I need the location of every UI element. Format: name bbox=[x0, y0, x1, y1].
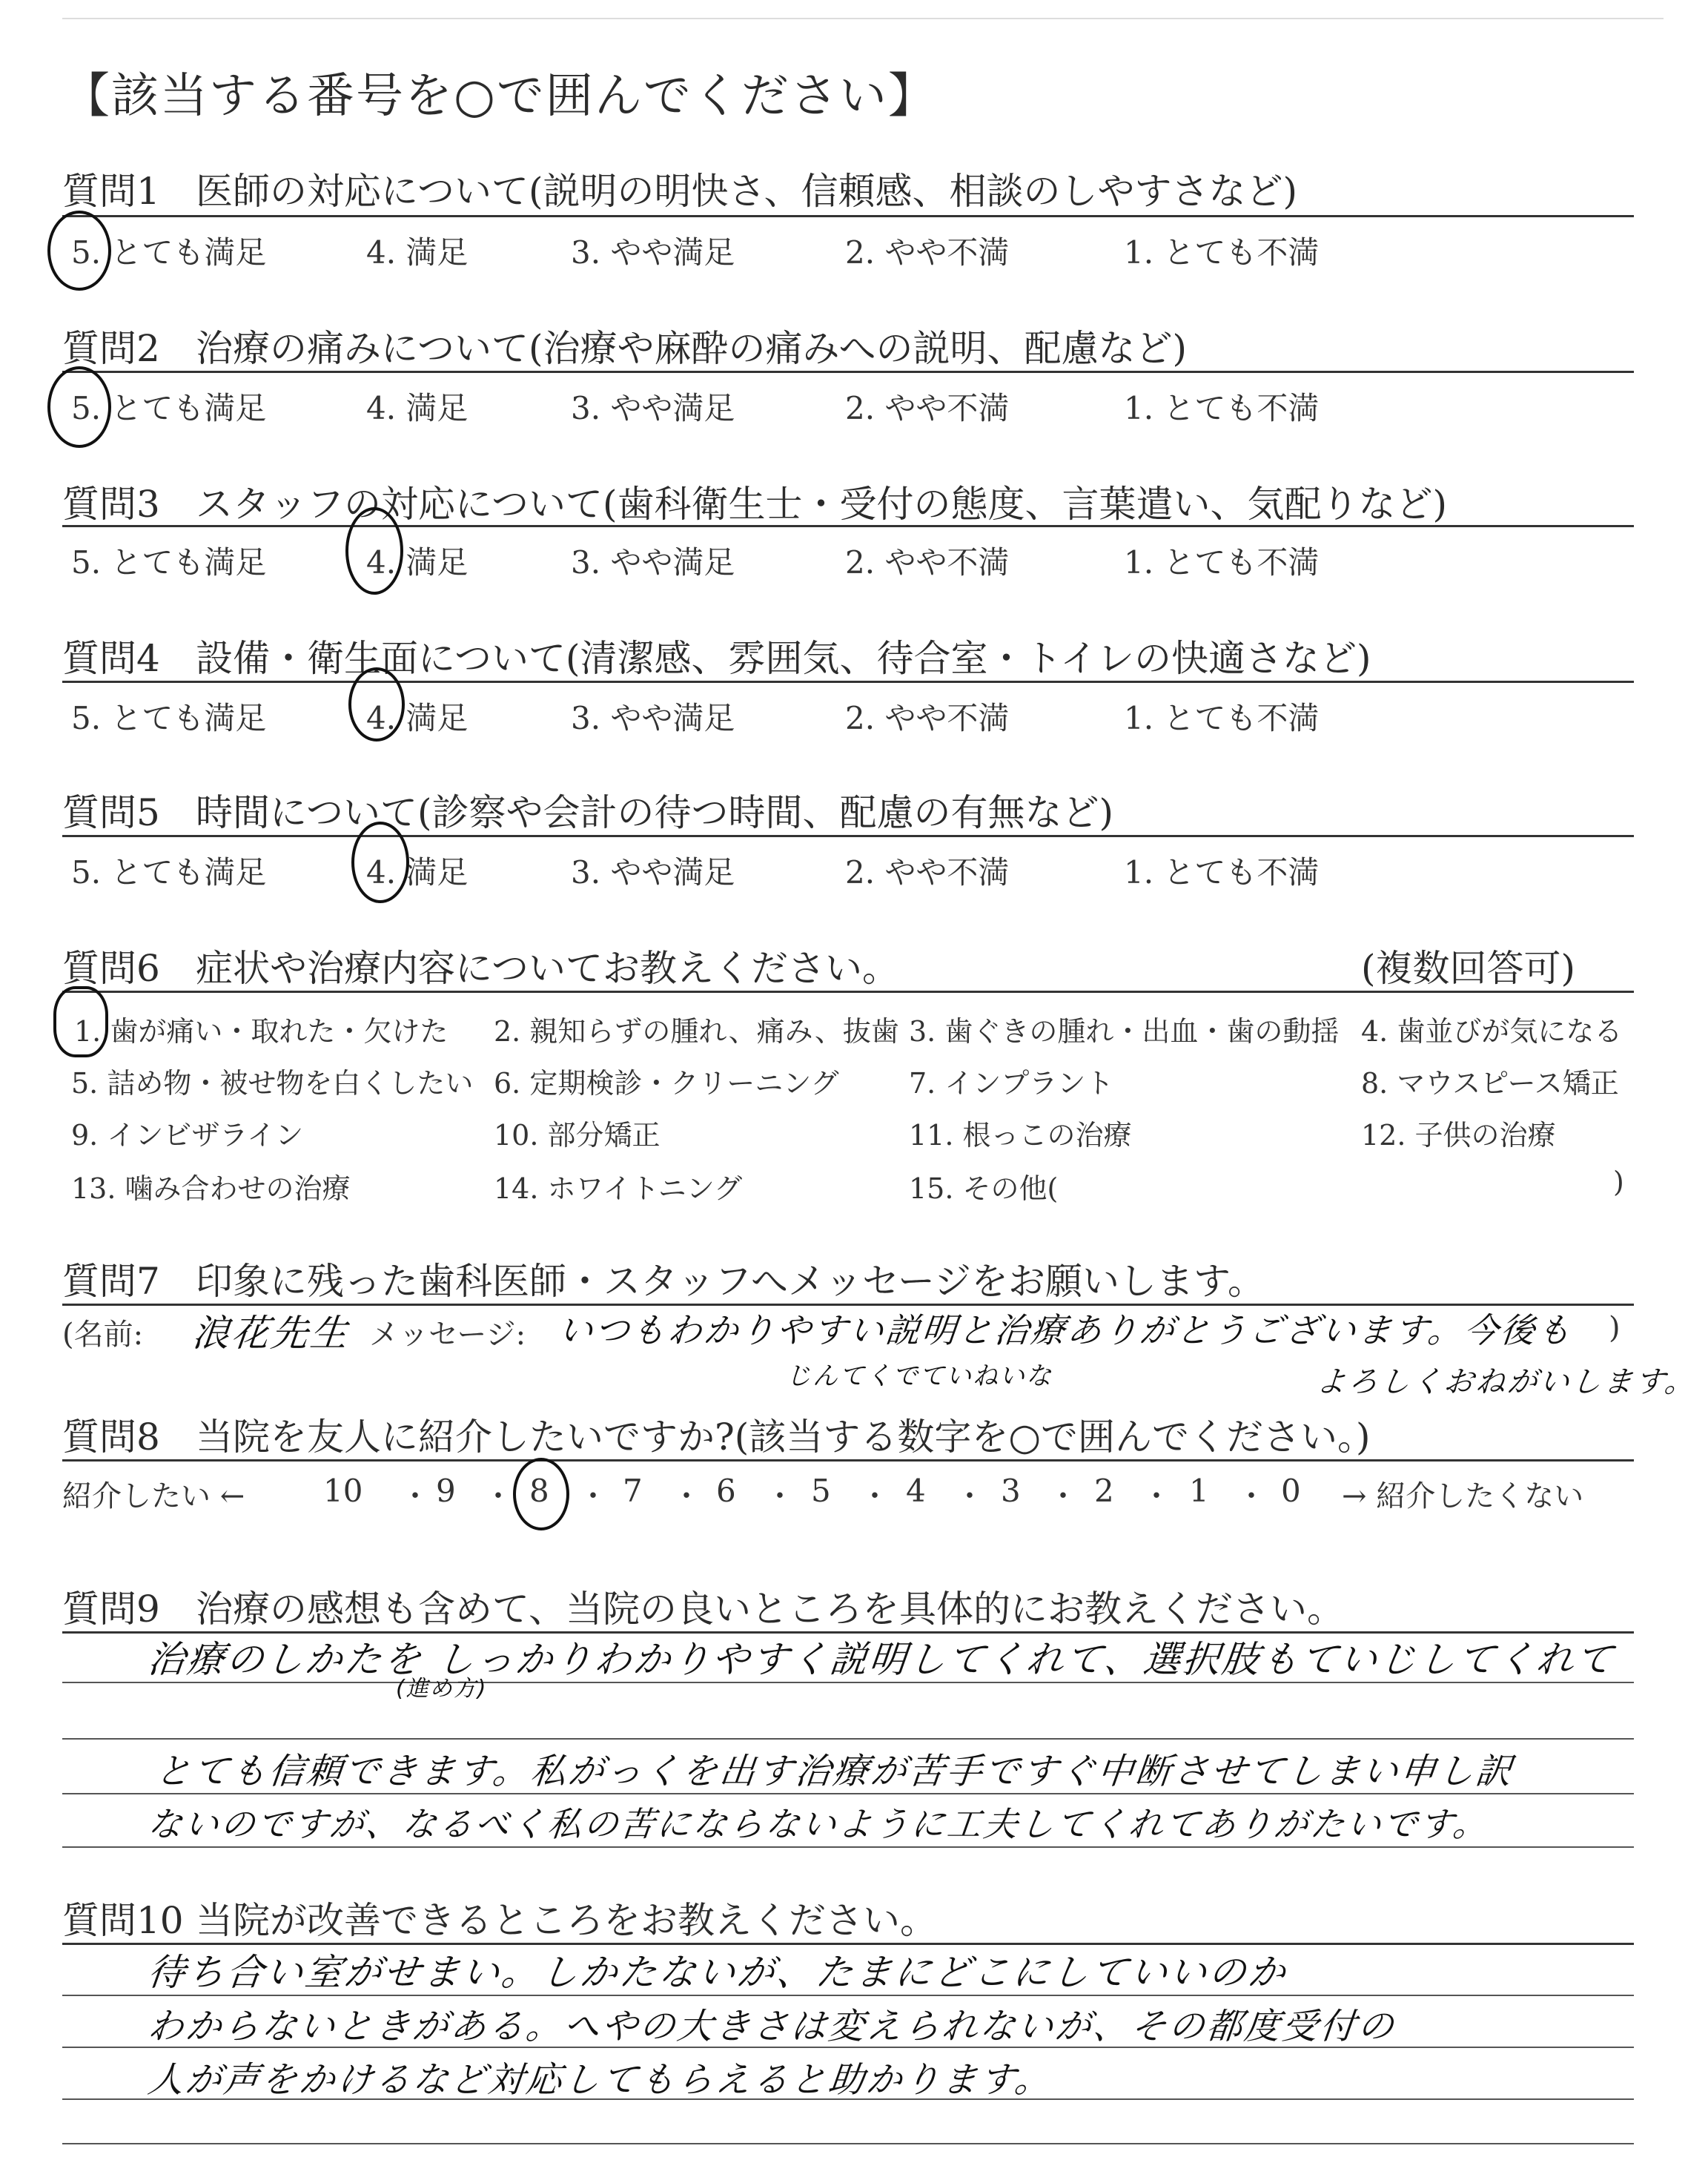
q1-option-4[interactable]: 4. 満足 bbox=[366, 234, 469, 271]
q2-number: 質問2 bbox=[62, 327, 160, 370]
q9-rule-5 bbox=[62, 1846, 1634, 1848]
q8-scale-6[interactable]: 6 bbox=[716, 1473, 736, 1509]
q5-option-3[interactable]: 3. やや満足 bbox=[571, 854, 735, 891]
q1-option-5[interactable]: 5. とても満足 bbox=[71, 234, 267, 271]
q7-message-sub: じんてくでていねいな bbox=[786, 1361, 1053, 1391]
q7-name-label: (名前: bbox=[62, 1318, 144, 1352]
q8-number: 質問8 bbox=[62, 1416, 160, 1459]
q6-option-15[interactable]: 15. その他( bbox=[909, 1172, 1059, 1205]
q7-question bbox=[62, 1252, 1265, 1305]
q6-option-13[interactable]: 13. 噛み合わせの治療 bbox=[71, 1172, 351, 1205]
q5-text: 時間について(診察や会計の待つ時間、配慮の有無など) bbox=[196, 791, 1114, 834]
q3-option-4[interactable]: 4. 満足 bbox=[366, 544, 469, 581]
q2-text: 治療の痛みについて(治療や麻酔の痛みへの説明、配慮など) bbox=[196, 327, 1188, 370]
q3-option-3[interactable]: 3. やや満足 bbox=[571, 544, 735, 581]
q8-dot: ・ bbox=[672, 1479, 701, 1513]
q7-close-paren: ) bbox=[1609, 1311, 1621, 1345]
q8-rule bbox=[62, 1459, 1634, 1462]
q10-text: 当院が改善できるところをお教えください。 bbox=[196, 1899, 937, 1942]
q6-note: (複数回答可) bbox=[1361, 947, 1576, 990]
q3-option-1[interactable]: 1. とても不満 bbox=[1124, 544, 1320, 581]
q8-scale-1[interactable]: 1 bbox=[1189, 1473, 1209, 1509]
q6-option-5[interactable]: 5. 詰め物・被せ物を白くしたい bbox=[71, 1067, 474, 1100]
q1-number: 質問1 bbox=[62, 170, 160, 213]
q2-rule bbox=[62, 371, 1634, 373]
q8-right-label: → 紹介したくない bbox=[1342, 1479, 1584, 1513]
q3-selection-circle bbox=[345, 507, 403, 595]
q10-answer-line3[interactable]: 人が声をかけるなど対応してもらえると助かります。 bbox=[145, 2059, 1055, 2101]
q8-scale-5[interactable]: 5 bbox=[811, 1473, 831, 1509]
q6-option-3[interactable]: 3. 歯ぐきの腫れ・出血・歯の動揺 bbox=[909, 1015, 1340, 1048]
q3-option-5[interactable]: 5. とても満足 bbox=[71, 544, 267, 581]
q6-option-10[interactable]: 10. 部分矯正 bbox=[494, 1119, 661, 1152]
q2-option-2[interactable]: 2. やや不満 bbox=[845, 390, 1010, 426]
q6-other-close-paren: ) bbox=[1613, 1166, 1624, 1198]
q7-message-label: メッセージ: bbox=[369, 1318, 526, 1352]
q3-option-2[interactable]: 2. やや不満 bbox=[845, 544, 1010, 581]
q1-option-2[interactable]: 2. やや不満 bbox=[845, 234, 1010, 271]
q6-option-4[interactable]: 4. 歯並びが気になる bbox=[1361, 1015, 1623, 1048]
q10-rule-5 bbox=[62, 2143, 1634, 2144]
q9-answer-line2[interactable]: とても信頼できます。私がっくを出す治療が苦手ですぐ中断させてしまい申し訳 bbox=[153, 1751, 1516, 1792]
q4-rule bbox=[62, 681, 1634, 683]
q8-dot: ・ bbox=[483, 1479, 513, 1513]
q3-rule bbox=[62, 525, 1634, 527]
q9-number: 質問9 bbox=[62, 1588, 160, 1631]
q8-scale-2[interactable]: 2 bbox=[1094, 1473, 1114, 1509]
page-header: 【該当する番号を○で囲んでください】 bbox=[62, 69, 937, 124]
q9-text: 治療の感想も含めて、当院の良いところを具体的にお教えください。 bbox=[196, 1588, 1344, 1631]
q2-option-1[interactable]: 1. とても不満 bbox=[1124, 390, 1320, 426]
q6-number: 質問6 bbox=[62, 947, 160, 990]
q4-number: 質問4 bbox=[62, 637, 160, 680]
q9-rule-3 bbox=[62, 1738, 1634, 1740]
q6-option-7[interactable]: 7. インプラント bbox=[909, 1067, 1114, 1100]
q2-question bbox=[62, 319, 1187, 372]
q10-answer-line1[interactable]: 待ち合い室がせまい。しかたないが、たまにどこにしていいのか bbox=[145, 1951, 1290, 1994]
q8-dot: ・ bbox=[1237, 1479, 1266, 1513]
q8-scale-7[interactable]: 7 bbox=[623, 1473, 643, 1509]
q6-option-2[interactable]: 2. 親知らずの腫れ、痛み、抜歯 bbox=[494, 1015, 899, 1048]
q5-question bbox=[62, 783, 1113, 836]
q9-answer-line3[interactable]: ないのですが、なるべく私の苦にならないように工夫してくれてありがたいです。 bbox=[145, 1804, 1492, 1844]
q1-text: 医師の対応について(説明の明快さ、信頼感、相談のしやすさなど) bbox=[196, 170, 1298, 213]
q5-rule bbox=[62, 835, 1634, 837]
q5-option-1[interactable]: 1. とても不満 bbox=[1124, 854, 1320, 891]
q6-selection-circle bbox=[53, 986, 108, 1057]
q1-rule bbox=[62, 215, 1634, 217]
q9-answer-sub: (進め方) bbox=[396, 1676, 488, 1702]
q8-left-label: 紹介したい ← bbox=[62, 1479, 245, 1513]
q10-question bbox=[62, 1891, 937, 1944]
q5-selection-circle bbox=[351, 822, 409, 903]
q8-scale-0[interactable]: 0 bbox=[1281, 1473, 1301, 1509]
q3-number: 質問3 bbox=[62, 483, 160, 526]
q4-question bbox=[62, 629, 1371, 682]
q2-option-4[interactable]: 4. 満足 bbox=[366, 390, 469, 426]
q4-selection-circle bbox=[348, 667, 405, 742]
q8-question bbox=[62, 1407, 1370, 1461]
q6-option-11[interactable]: 11. 根っこの治療 bbox=[909, 1119, 1132, 1152]
q2-selection-circle bbox=[47, 366, 111, 448]
q3-text: スタッフの対応について(歯科衛生士・受付の態度、言葉遣い、気配りなど) bbox=[196, 483, 1448, 526]
top-edge-line bbox=[62, 18, 1664, 19]
q8-dot: ・ bbox=[400, 1479, 430, 1513]
q6-option-12[interactable]: 12. 子供の治療 bbox=[1361, 1119, 1556, 1152]
q8-dot: ・ bbox=[955, 1479, 984, 1513]
q8-scale-8[interactable]: 8 bbox=[529, 1473, 549, 1509]
q7-number: 質問7 bbox=[62, 1260, 160, 1303]
q7-message-line2[interactable]: よろしくおねがいします。 bbox=[1314, 1365, 1698, 1399]
q1-option-3[interactable]: 3. やや満足 bbox=[571, 234, 735, 271]
q8-dot: ・ bbox=[578, 1479, 608, 1513]
q8-dot: ・ bbox=[1142, 1479, 1171, 1513]
q6-text: 症状や治療内容についてお教えください。 bbox=[196, 947, 899, 990]
q3-question bbox=[62, 475, 1447, 528]
q6-option-6[interactable]: 6. 定期検診・クリーニング bbox=[494, 1067, 839, 1100]
q8-selection-circle bbox=[513, 1458, 569, 1530]
q8-scale-10[interactable]: 10 bbox=[323, 1473, 363, 1509]
q1-option-1[interactable]: 1. とても不満 bbox=[1124, 234, 1320, 271]
q1-selection-circle bbox=[47, 211, 111, 291]
q10-number: 質問10 bbox=[62, 1899, 184, 1942]
q4-option-1[interactable]: 1. とても不満 bbox=[1124, 700, 1320, 736]
q8-dot: ・ bbox=[860, 1479, 890, 1513]
q10-answer-line2[interactable]: わからないときがある。へやの大きさは変えられないが、その都度受付の bbox=[145, 2006, 1398, 2047]
q4-text: 設備・衛生面について(清潔感、雰囲気、待合室・トイレの快適さなど) bbox=[196, 637, 1371, 680]
q5-option-5[interactable]: 5. とても満足 bbox=[71, 854, 267, 891]
q8-text: 当院を友人に紹介したいですか?(該当する数字を○で囲んでください。) bbox=[196, 1416, 1371, 1459]
q8-scale-9[interactable]: 9 bbox=[436, 1473, 456, 1509]
q5-number: 質問5 bbox=[62, 791, 160, 834]
q8-scale-4[interactable]: 4 bbox=[906, 1473, 926, 1509]
q7-name-value[interactable]: 浪花先生 bbox=[190, 1312, 352, 1355]
q6-option-8[interactable]: 8. マウスピース矯正 bbox=[1361, 1067, 1619, 1100]
q8-dot: ・ bbox=[1048, 1479, 1078, 1513]
q2-option-3[interactable]: 3. やや満足 bbox=[571, 390, 735, 426]
q2-option-5[interactable]: 5. とても満足 bbox=[71, 390, 267, 426]
q4-option-5[interactable]: 5. とても満足 bbox=[71, 700, 267, 736]
q6-option-14[interactable]: 14. ホワイトニング bbox=[494, 1172, 743, 1205]
q5-option-4[interactable]: 4. 満足 bbox=[366, 854, 469, 891]
q7-text: 印象に残った歯科医師・スタッフへメッセージをお願いします。 bbox=[196, 1260, 1265, 1303]
q7-message-line1[interactable]: いつもわかりやすい説明と治療ありがとうございます。今後も bbox=[556, 1310, 1575, 1350]
q8-scale-3[interactable]: 3 bbox=[1001, 1473, 1021, 1509]
q4-option-4[interactable]: 4. 満足 bbox=[366, 700, 469, 736]
q4-option-2[interactable]: 2. やや不満 bbox=[845, 700, 1010, 736]
q9-answer-line1[interactable]: 治療のしかたを しっかりわかりやすく説明してくれて、選択肢もていじしてくれて bbox=[145, 1638, 1618, 1681]
q6-option-1[interactable]: 1. 歯が痛い・取れた・欠けた bbox=[74, 1015, 448, 1048]
q9-question bbox=[62, 1579, 1344, 1633]
q6-question bbox=[62, 939, 899, 992]
q4-option-3[interactable]: 3. やや満足 bbox=[571, 700, 735, 736]
q6-option-9[interactable]: 9. インビザライン bbox=[71, 1119, 304, 1152]
q1-question bbox=[62, 162, 1297, 215]
q5-option-2[interactable]: 2. やや不満 bbox=[845, 854, 1010, 891]
q8-dot: ・ bbox=[765, 1479, 795, 1513]
q6-rule bbox=[62, 991, 1634, 993]
